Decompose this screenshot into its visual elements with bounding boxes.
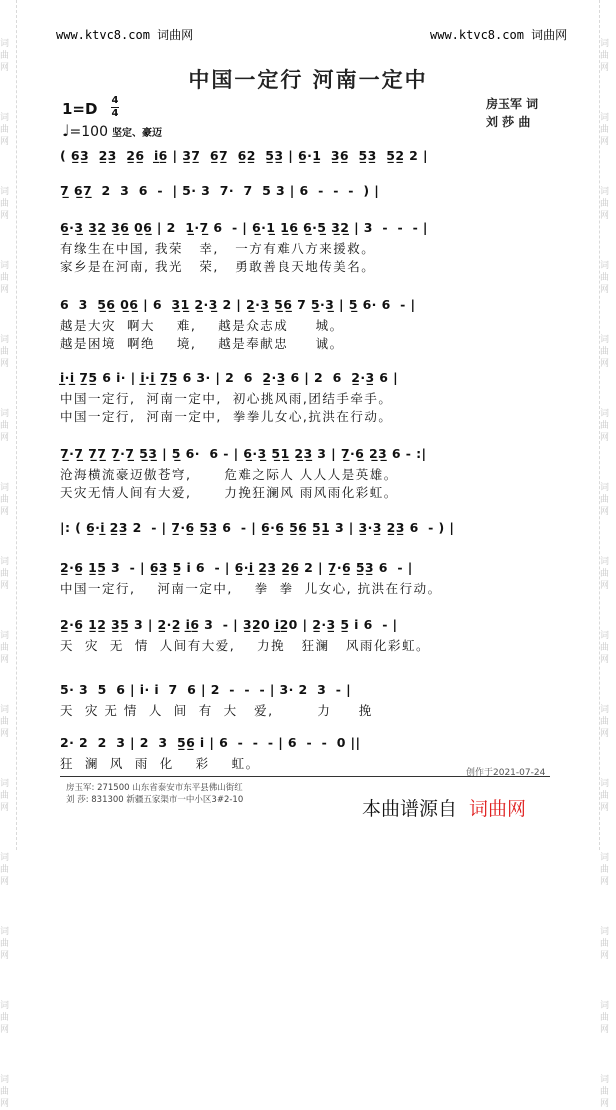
- watermark-text: 词曲网: [0, 1001, 10, 1035]
- note-line: 7̲ 6̲7̲ 2 3 6 - | 5· 3 7· 7 5 3 | 6 - - - ) |: [60, 183, 380, 198]
- key-signature: 1=D: [62, 100, 98, 118]
- tempo-mood: 坚定、豪迈: [112, 128, 162, 139]
- watermark-text: 词曲网: [600, 335, 610, 369]
- source-text: 本曲谱源自: [362, 798, 458, 820]
- time-signature-top: 4: [111, 95, 119, 106]
- lyric-line: 天灾无情人间有大爱, 力挽狂澜风 雨风雨化彩虹。: [60, 485, 398, 500]
- watermark-text: 词曲网: [0, 1075, 10, 1109]
- watermark-text: 词曲网: [600, 853, 610, 887]
- watermark-text: 词曲网: [600, 113, 610, 147]
- watermark-text: 词曲网: [0, 557, 10, 591]
- watermark-text: 词曲网: [0, 335, 10, 369]
- score-system: [60, 520, 550, 535]
- watermark-text: 词曲网: [0, 927, 10, 961]
- note-line: ( 6̲3̲ 2̲3̲ 2̲6̲ i̲6̲ | 3̲7̲ 6̲7̲ 6̲2̲ 5̲3̲ | 6̲·1̲ 3̲6̲ 5̲3̲ 5̲2̲ 2 |: [60, 148, 428, 163]
- watermark-text: 词曲网: [0, 261, 10, 295]
- site-link-left[interactable]: www.ktvc8.com 词曲网: [56, 28, 194, 42]
- watermark-text: 词曲网: [0, 113, 10, 147]
- note-line: 2̲·6̲ 1̲5̲ 3 - | 6̲3̲ 5̲ i 6 - | 6̲·i̲ 2̲3̲ 2̲6̲ 2 | 7̲·6̲ 5̲3̲ 6 - |: [60, 560, 413, 575]
- watermark-text: 词曲网: [600, 1075, 610, 1109]
- watermark-text: 词曲网: [0, 631, 10, 665]
- note-line: |: ( 6̲·i̲ 2̲3̲ 2 - | 7̲·6̲ 5̲3̲ 6 - | 6̲·6̲ 5̲6̲ 5̲1̲ 3 | 3̲·3̲ 2̲3̲ 6 - ) |: [60, 520, 455, 535]
- note-line: 2· 2 2 3 | 2 3 5̲6̲ i | 6 - - - | 6 - - 0 ||: [60, 735, 361, 750]
- score-system: [60, 617, 550, 654]
- tempo-marking: [62, 121, 162, 140]
- composition-date: 创作于2021-07-24: [466, 768, 546, 778]
- composer-credit: 刘 莎 曲: [486, 115, 531, 129]
- quarter-note-icon: ♩: [62, 121, 70, 140]
- watermark-text: 词曲网: [600, 557, 610, 591]
- lyric-line: 越是困境 啊绝 境, 越是奉献忠 诚。: [60, 336, 344, 351]
- note-line: 7̲·7̲ 7̲7̲ 7̲·7̲ 5̲3̲ | 5̲ 6· 6 - | 6̲·3̲ 5̲1̲ 2̲3̲ 3 | 7̲·6̲ 2̲3̲ 6 - :|: [60, 446, 427, 461]
- score-system: [60, 220, 550, 275]
- site-link-right[interactable]: www.ktvc8.com 词曲网: [430, 28, 568, 42]
- lyric-line: 家乡是在河南, 我光 荣, 勇敢善良天地传美名。: [60, 259, 376, 274]
- left-watermark-strip: [0, 0, 17, 1109]
- lyric-line: 有缘生在中国, 我荣 幸, 一方有难八方来援救。: [60, 241, 376, 256]
- watermark-text: 词曲网: [600, 705, 610, 739]
- score-system: [60, 560, 550, 597]
- note-line: 6 3 5̲6̲ 0̲6̲ | 6 3̲1̲ 2̲·3̲ 2 | 2̲·3̲ 5̲6̲ 7 5̲·3̲ | 5̲ 6· 6 - |: [60, 297, 416, 312]
- watermark-text: 词曲网: [0, 187, 10, 221]
- song-title: 中国一定行 河南一定中: [188, 67, 428, 92]
- note-line: i̲·i̲ 7̲5̲ 6 i· | i̲·i̲ 7̲5̲ 6 3· | 2 6 2̲·3̲ 6 | 2 6 2̲·3̲ 6 |: [60, 370, 399, 385]
- note-line: 6̲·3̲ 3̲2̲ 3̲6̲ 0̲6̲ | 2 1̲·7̲ 6 - | 6̲·1̲ 1̲6̲ 6̲·5̲ 3̲2̲ | 3 - - - |: [60, 220, 428, 235]
- source-site-logo[interactable]: 词曲网: [469, 798, 527, 820]
- score-system: [60, 148, 550, 163]
- source-branding: [362, 794, 526, 821]
- watermark-text: 词曲网: [0, 409, 10, 443]
- lyric-line: 天 灾 无 情 人 间 有 大 爱, 力 挽: [60, 703, 373, 718]
- score-system: [60, 370, 550, 425]
- watermark-text: 词曲网: [600, 1001, 610, 1035]
- lyric-line: 中国一定行, 河南一定中, 拳拳儿女心,抗洪在行动。: [60, 409, 393, 424]
- time-signature-bottom: 4: [111, 108, 119, 119]
- time-signature: [111, 96, 119, 119]
- note-line: 5· 3 5 6 | i· i 7 6 | 2 - - - | 3· 2 3 - |: [60, 682, 352, 697]
- lyric-line: 越是大灾 啊大 难, 越是众志成 城。: [60, 318, 344, 333]
- lyric-line: 中国一定行, 河南一定中, 拳 拳 儿女心, 抗洪在行动。: [60, 581, 442, 596]
- score-system: [60, 682, 550, 719]
- watermark-text: 词曲网: [600, 261, 610, 295]
- watermark-text: 词曲网: [600, 483, 610, 517]
- lyric-line: 沧海横流豪迈傲苍穹, 危难之际人 人人人是英雄。: [60, 467, 398, 482]
- watermark-text: 词曲网: [0, 705, 10, 739]
- score-system: [60, 183, 550, 198]
- watermark-text: 词曲网: [0, 853, 10, 887]
- note-line: 2̲·6̲ 1̲2̲ 3̲5̲ 3 | 2̲·2̲ i̲6̲ 3 - | 3̲2̲0 i̲2̲0 | 2̲·3̲ 5̲ i 6 - |: [60, 617, 398, 632]
- lyric-line: 天 灾 无 情 人间有大爱, 力挽 狂澜 风雨化彩虹。: [60, 638, 430, 653]
- watermark-text: 词曲网: [600, 39, 610, 73]
- lyricist-credit: 房玉军 词: [486, 97, 539, 111]
- watermark-text: 词曲网: [600, 927, 610, 961]
- footer-address-2: 刘 莎: 831300 新疆五家渠市一中小区3#2-10: [66, 795, 244, 805]
- footer-divider: [60, 776, 550, 777]
- watermark-text: 词曲网: [600, 779, 610, 813]
- score-system: [60, 446, 550, 501]
- watermark-text: 词曲网: [0, 779, 10, 813]
- right-watermark-strip: [599, 0, 616, 1109]
- lyric-line: 中国一定行, 河南一定中, 初心挑风雨,团结手牵手。: [60, 391, 393, 406]
- watermark-text: 词曲网: [600, 631, 610, 665]
- watermark-text: 词曲网: [600, 187, 610, 221]
- watermark-text: 词曲网: [600, 409, 610, 443]
- lyric-line: 狂 澜 风 雨 化 彩 虹。: [60, 756, 260, 771]
- watermark-text: 词曲网: [0, 483, 10, 517]
- watermark-text: 词曲网: [0, 39, 10, 73]
- tempo-value: =100: [69, 124, 108, 140]
- score-system: [60, 297, 550, 352]
- footer-address-1: 房玉军: 271500 山东省泰安市东平县佛山街红: [66, 783, 243, 793]
